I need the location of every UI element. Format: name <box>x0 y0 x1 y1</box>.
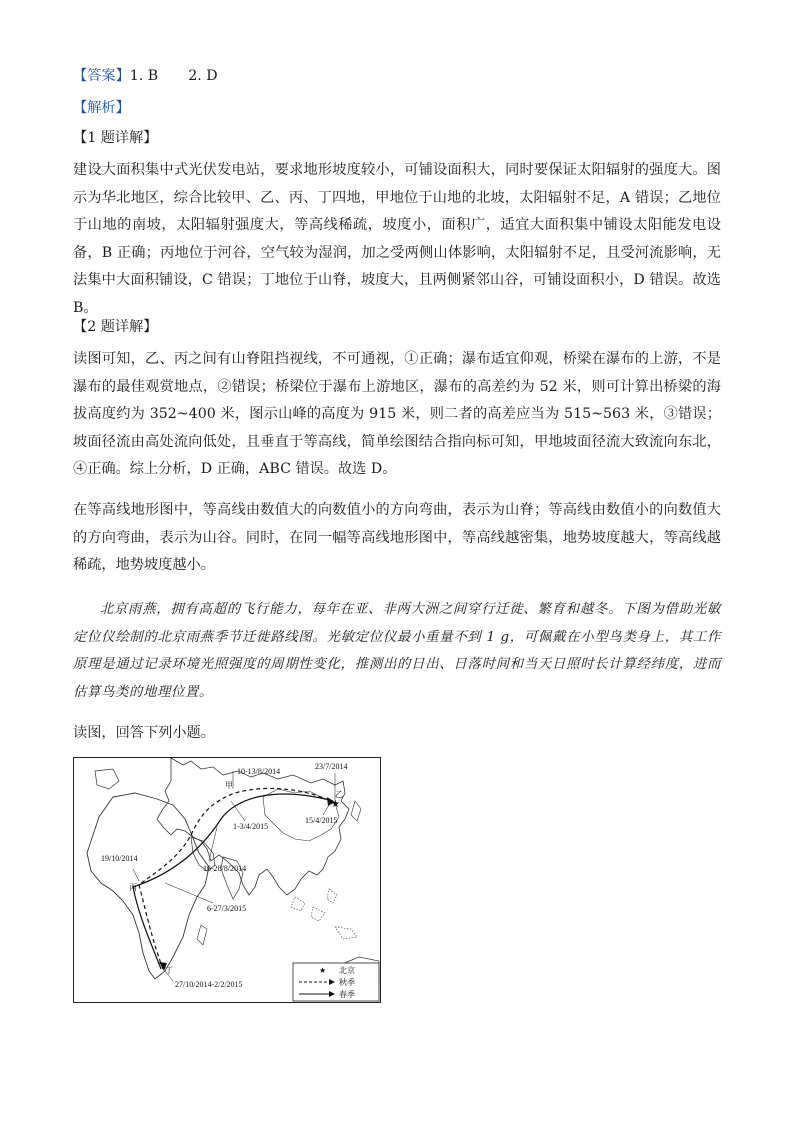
legend-autumn: 秋季 <box>339 978 355 987</box>
migration-map <box>73 757 381 1003</box>
label-d8: 27/10/2014-2/2/2015 <box>175 980 243 989</box>
label-jia: 甲 <box>225 781 233 790</box>
q2-title: 【2 题详解】 <box>73 319 158 335</box>
beijing-star-icon: ★ <box>331 799 340 810</box>
label-d5: 19/10/2014 <box>101 854 138 863</box>
q2-note: 在等高线地形图中，等高线由数值大的向数值小的方向弯曲，表示为山脊；等高线由数值小的向数值大的方向弯曲，表示为山谷。同时，在同一幅等高线地形图中，等高线越密集，地势坡度越大，等高线越稀疏，地势坡度越小。 <box>73 502 721 574</box>
read-prompt: 读图，回答下列小题。 <box>73 725 215 741</box>
q2-text: 读图可知，乙、丙之间有山脊阻挡视线，不可通视，①正确；瀑布适宜仰观，桥梁在瀑布的上游，不是瀑布的最佳观赏地点，②错误；桥梁位于瀑布上游地区，瀑布的高差约为 52 米，则可计算出桥梁的海拔高度约为 352~400 米，图示山峰的高度为 915 米，则二者的高差应当为 515~563 米，③错误；坡面径流由高处流向低处，且垂直于等高线，简单绘图结合指向标可知，甲地坡面径流大致流向东北，④正确。综上分析，D 正确，ABC 错误。故选 D。 <box>73 351 721 478</box>
label-d6: 16-28/8/2014 <box>203 864 247 873</box>
legend-spring: 春季 <box>339 990 355 999</box>
answer-line <box>73 66 218 86</box>
label-d4: 15/4/2015 <box>305 816 338 825</box>
label-d3: 1-3/4/2015 <box>233 822 269 831</box>
legend-star-icon: ★ <box>319 966 327 975</box>
swift-passage: 北京雨燕，拥有高超的飞行能力，每年在亚、非两大洲之间穿行迁徙、繁育和越冬。下图为借助光敏定位仪绘制的北京雨燕季节迁徙路线图。光敏定位仪最小重量不到 1 g，可佩戴在小型鸟类身上，其工作原理是通过记录环境光照强度的周期性变化，推测出的日出、日落时间和当天日照时长计算经纬度，进而估算鸟类的地理位置。 <box>73 602 721 700</box>
q1-title: 【1 题详解】 <box>73 130 158 146</box>
answer-tag: 【答案】 <box>73 68 130 84</box>
label-bing: 丙 <box>129 883 137 892</box>
label-ding: 丁 <box>165 966 173 975</box>
label-d2: 10-13/8/2014 <box>237 767 281 776</box>
analysis-title: 【解析】 <box>73 100 130 116</box>
answer-1: 1. B <box>129 68 159 84</box>
answer-2: 2. D <box>188 68 218 84</box>
legend-beijing: 北京 <box>339 966 355 975</box>
label-d1: 23/7/2014 <box>315 762 348 771</box>
label-d7: 6-27/3/2015 <box>207 904 247 913</box>
q1-text: 建设大面积集中式光伏发电站，要求地形坡度较小，可铺设面积大，同时要保证太阳辐射的强度大。图示为华北地区，综合比较甲、乙、丙、丁四地，甲地位于山地的北坡，太阳辐射不足，A 错误；乙地位于山地的南坡，太阳辐射强度大，等高线稀疏，坡度小，面积广，适宜大面积集中铺设太阳能发电设备，B 正确；丙地位于河谷，空气较为湿润，加之受两侧山体影响，太阳辐射不足，且受河流影响，无法集中大面积铺设，C 错误；丁地位于山脊，坡度大，且两侧紧邻山谷，可铺设面积小，D 错误。故选 B。 <box>73 162 721 316</box>
label-yi: 乙 <box>335 790 343 799</box>
